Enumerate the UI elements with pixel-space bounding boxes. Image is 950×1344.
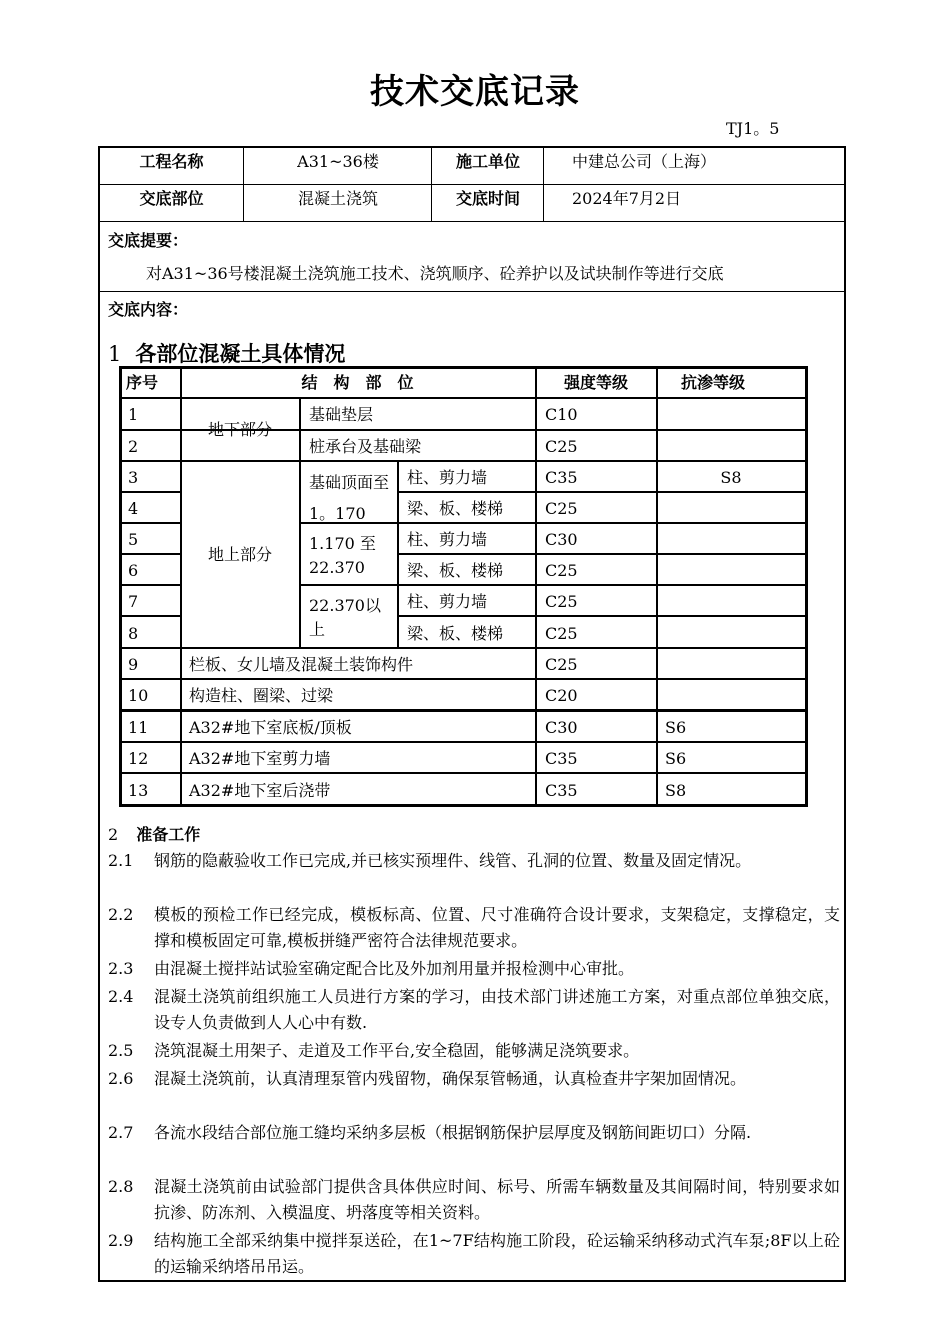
row-seq: 9 (128, 655, 139, 674)
document-code: TJ1。5 (726, 119, 780, 138)
time-value: 2024年7月2日 (572, 189, 682, 208)
row-part: A32#地下室后浇带 (189, 781, 331, 800)
row-part: 柱、剪力墙 (407, 530, 488, 549)
header-col-divider (243, 146, 244, 221)
row-seq: 6 (128, 561, 139, 580)
row-part: 栏板、女儿墙及混凝土装饰构件 (189, 655, 414, 674)
header-bottom-divider (98, 221, 846, 222)
row-seq: 1 (128, 405, 139, 424)
row-strength: C30 (545, 718, 578, 737)
unit-value: 中建总公司（上海） (572, 152, 717, 171)
subgroup-b: 1.170 至22.370 (309, 534, 376, 577)
summary-bottom-divider (98, 291, 846, 292)
row-seq: 13 (128, 781, 149, 800)
header-seq: 序号 (126, 373, 159, 392)
content-label: 交底内容： (108, 300, 189, 319)
row-part: 梁、板、楼梯 (407, 624, 504, 643)
row-strength: C10 (545, 405, 578, 424)
row-part: 基础垫层 (309, 405, 374, 424)
part-value: 混凝土浇筑 (297, 189, 378, 208)
project-name-label: 工程名称 (139, 152, 204, 171)
row-strength: C30 (545, 530, 578, 549)
document-title: 技术交底记录 (370, 72, 580, 112)
section-1-number: 1 (108, 342, 122, 366)
header-col-divider (543, 146, 544, 221)
row-seq: 8 (128, 624, 139, 643)
row-seq: 2 (128, 437, 139, 456)
subgroup-a: 基础顶面至1。170 (309, 473, 390, 523)
row-strength: C25 (545, 561, 578, 580)
section-1-heading (108, 338, 345, 368)
row-strength: C35 (545, 781, 578, 800)
summary-label: 交底提要： (108, 231, 189, 250)
unit-label: 施工单位 (455, 152, 520, 171)
row-strength: C20 (545, 686, 578, 705)
row-impermeability: S8 (665, 781, 687, 800)
row-part: 构造柱、圈梁、过梁 (189, 686, 334, 705)
summary-text: 对A31~36号楼混凝土浇筑施工技术、浇筑顺序、砼养护以及试块制作等进行交底 (146, 264, 724, 283)
section-2-heading (108, 822, 200, 845)
header-col-divider (431, 146, 432, 221)
row-seq: 3 (128, 468, 139, 487)
row-part: A32#地下室剪力墙 (189, 749, 331, 768)
row-part: 柱、剪力墙 (407, 468, 488, 487)
row-impermeability: S6 (665, 718, 687, 737)
part-label: 交底部位 (139, 189, 204, 208)
row-seq: 11 (128, 718, 149, 737)
row-part: 柱、剪力墙 (407, 592, 488, 611)
row-part: 梁、板、楼梯 (407, 499, 504, 518)
row-part: 桩承台及基础梁 (309, 437, 422, 456)
section-2-title: 准备工作 (136, 825, 201, 844)
row-strength: C25 (545, 624, 578, 643)
row-seq: 5 (128, 530, 139, 549)
row-part: A32#地下室底板/顶板 (189, 718, 352, 737)
project-name-value: A31~36楼 (297, 152, 379, 171)
concrete-grade-table (119, 366, 808, 806)
subgroup-c: 22.370以上 (309, 596, 381, 639)
row-strength: C35 (545, 468, 578, 487)
row-impermeability: S6 (665, 749, 687, 768)
header-part: 结 构 部 位 (301, 373, 414, 392)
header-strength: 强度等级 (563, 373, 628, 392)
row-seq: 7 (128, 592, 139, 611)
time-label: 交底时间 (455, 189, 520, 208)
header-impermeability: 抗渗等级 (681, 373, 746, 392)
row-seq: 12 (128, 749, 149, 768)
group-underground: 地下部分 (207, 420, 272, 439)
row-strength: C25 (545, 655, 578, 674)
section-2-number: 2 (108, 825, 119, 844)
row-part: 梁、板、楼梯 (407, 561, 504, 580)
row-seq: 4 (128, 499, 139, 518)
row-strength: C25 (545, 499, 578, 518)
row-impermeability: S8 (720, 468, 742, 487)
row-strength: C25 (545, 437, 578, 456)
row-seq: 10 (128, 686, 149, 705)
section-1-title: 各部位混凝土具体情况 (135, 342, 346, 366)
header-row-divider (98, 184, 846, 185)
group-aboveground: 地上部分 (207, 545, 272, 564)
row-strength: C25 (545, 592, 578, 611)
row-strength: C35 (545, 749, 578, 768)
